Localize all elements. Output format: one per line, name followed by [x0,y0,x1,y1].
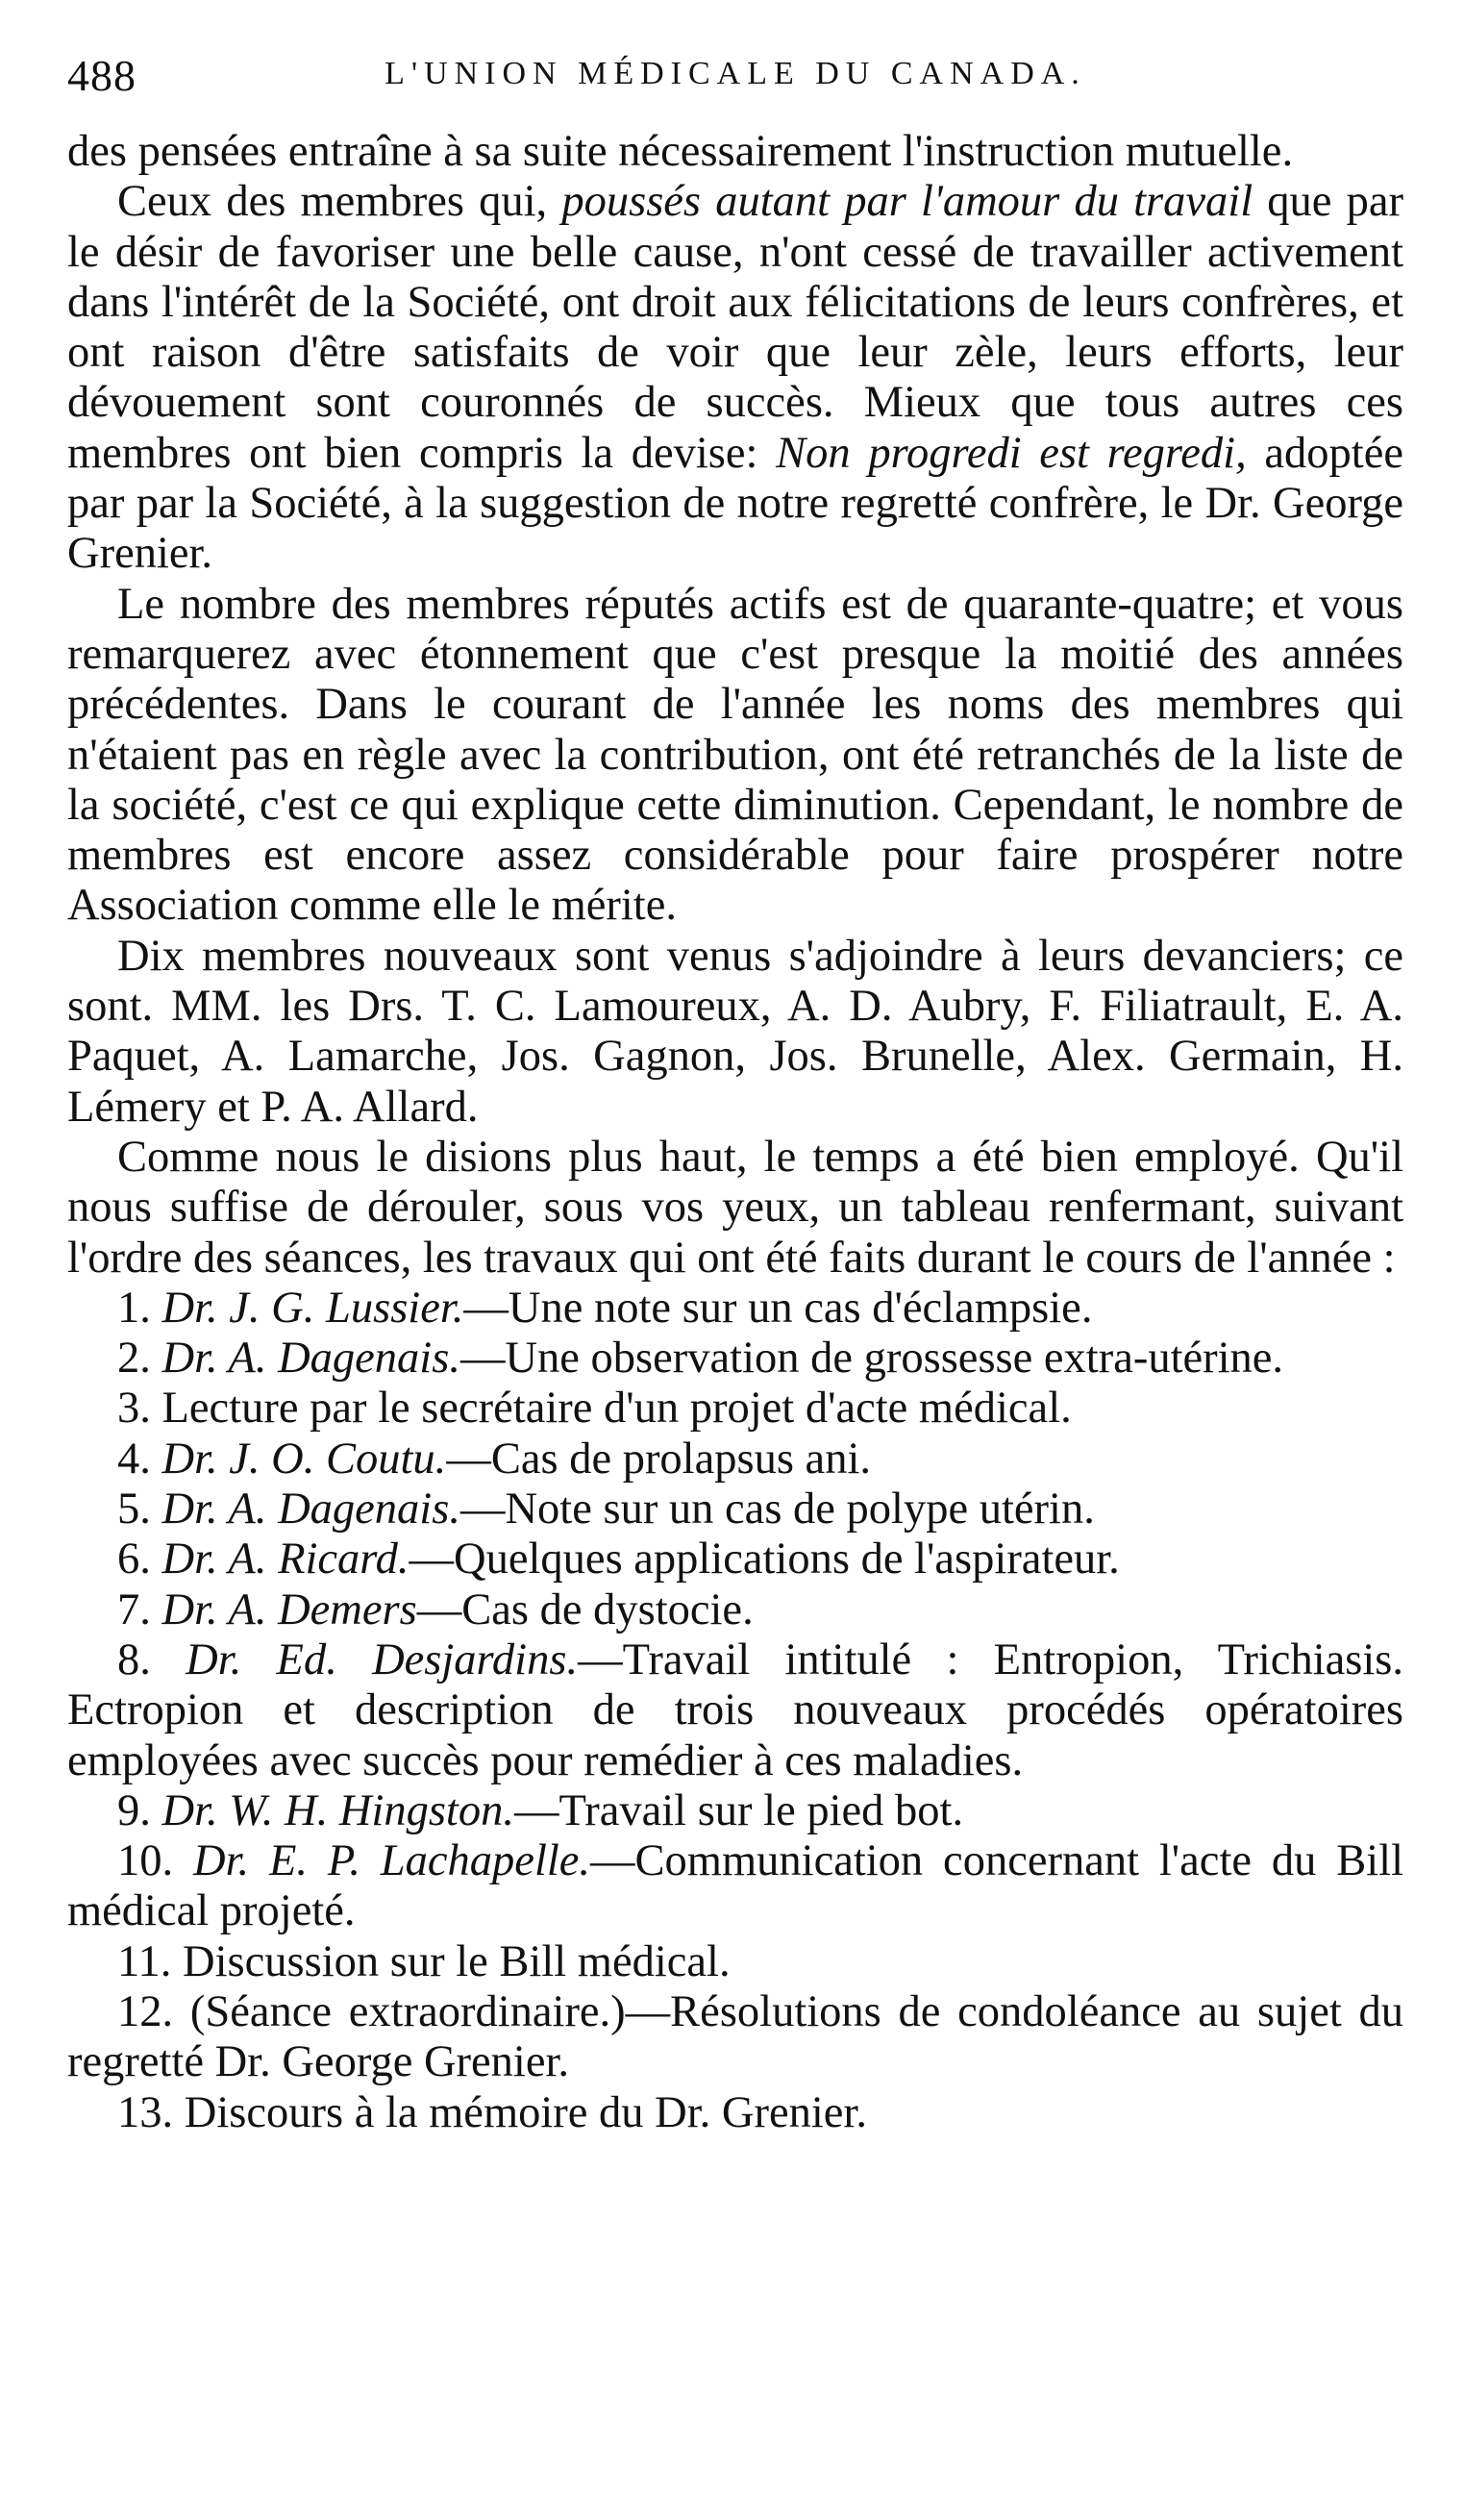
item-number: 8. [117,1634,151,1684]
item-number: 9. [117,1785,151,1835]
item-author: Dr. A. Dagenais. [161,1334,460,1384]
paragraph-text: adoptée par par la Société, à la suggestion de notre regretté confrère, le Dr. George Grenier. [67,428,1403,579]
list-item [67,1284,1403,1334]
item-text: —Quelques applications de l'aspirateur. [409,1534,1120,1584]
document-page [67,50,1403,2138]
item-number: 10. [117,1836,174,1886]
item-text: Lecture par le secrétaire d'un projet d'acte médical. [161,1384,1072,1434]
item-number: 4. [117,1434,151,1484]
item-text: —Travail sur le pied bot. [513,1785,964,1835]
list-item [67,1987,1403,2088]
item-number: 2. [117,1334,151,1384]
paragraph-membres-actifs [67,177,1403,579]
list-item [67,1585,1403,1635]
paragraph-nouveaux-membres: Dix membres nouveaux sont venus s'adjoindre à leurs devanciers; ce sont. MM. les Drs. T. C. Lamoureux, A. D. Aubry, F. Filiatrault, E. A. Paquet, A. Lamarche, Jos. Gagnon, Jos. Brunelle, Alex. Germain, H. Lémery et P. A. Allard. [67,931,1403,1132]
list-item [67,1635,1403,1786]
item-number: 7. [117,1584,151,1634]
item-author: Dr. J. O. Coutu. [161,1434,447,1484]
item-text: —Une note sur un cas d'éclampsie. [463,1283,1093,1333]
item-text: (Séance extraordinaire.)—Résolutions de condoléance au sujet du regretté Dr. George Grenier. [67,1986,1404,2087]
works-list [67,1284,1403,2138]
item-text: —Communication concernant l'acte du Bill médical projeté. [67,1836,1404,1936]
item-number: 13. [117,2087,174,2137]
item-author: Dr. E. P. Lachapelle. [193,1836,591,1886]
item-author: Dr. A. Demers [161,1584,417,1634]
paragraph-text: que par le désir de favoriser une belle cause, n'ont cessé de travailler activement dans l'intérêt de la Société, ont droit aux félicitations de leurs confrères, et ont raison d'être satisfaits de voir que leur zèle, leurs efforts, leur dévouement sont couronnés de succès. Mieux que tous autres ces membres ont bien compris la devise: [67,177,1403,478]
item-text: —Cas de dystocie. [416,1584,754,1634]
list-item [67,1435,1403,1485]
paragraph-nombre-membres: Le nombre des membres réputés actifs est de quarante-quatre; et vous remarquerez avec étonnement que c'est presque la moitié des années précédentes. Dans le courant de l'année les noms des membres qui n'étaient pas en règle avec la contribution, ont été retranchés de la liste de la société, c'est ce qui explique cette diminution. Cependant, le nombre de membres est encore assez considérable pour faire prospérer notre Association comme elle le mérite. [67,579,1403,931]
item-number: 11. [117,1936,172,1986]
list-item [67,1836,1403,1937]
item-text: —Cas de prolapsus ani. [446,1434,871,1484]
list-item [67,2088,1403,2138]
item-text: —Note sur un cas de polype utérin. [459,1485,1095,1534]
item-text: —Une observation de grossesse extra-utérine. [459,1334,1284,1384]
journal-title: L'UNION MÉDICALE DU CANADA. [385,56,1086,91]
item-author: Dr. A. Dagenais. [161,1485,460,1534]
list-item [67,1384,1403,1434]
item-number: 5. [117,1485,151,1534]
running-head [67,50,1403,127]
item-author: Dr. J. G. Lussier. [161,1283,464,1333]
item-text: Discussion sur le Bill médical. [183,1936,731,1986]
item-number: 3. [117,1384,151,1434]
italic-phrase: poussés autant par l'amour du travail [561,177,1253,227]
item-text: Discours à la mémoire du Dr. Grenier. [184,2087,867,2137]
list-item [67,1786,1403,1836]
page-number: 488 [67,51,136,100]
paragraph-continuation: des pensées entraîne à sa suite nécessairement l'instruction mutuelle. [67,127,1294,176]
item-author: Dr. Ed. Desjardins. [186,1634,579,1684]
item-author: Dr. W. H. Hingston. [161,1785,514,1835]
item-number: 12. [117,1986,174,2036]
list-item [67,1534,1403,1584]
list-item [67,1485,1403,1534]
item-number: 1. [117,1283,151,1333]
paragraph-text: Ceux des membres qui, [117,177,562,227]
paragraph-tableau-intro: Comme nous le disions plus haut, le temps a été bien employé. Qu'il nous suffise de dérouler, sous vos yeux, un tableau renfermant, suivant l'ordre des séances, les travaux qui ont été faits durant le cours de l'année : [67,1132,1403,1283]
item-author: Dr. A. Ricard. [161,1534,409,1584]
body-text [67,127,1403,2138]
item-number: 6. [117,1534,151,1584]
list-item [67,1334,1403,1384]
society-motto: Non progredi est regredi, [776,428,1247,478]
item-text: —Travail intitulé : Entropion, Trichiasis. Ectropion et description de trois nouveaux procédés opératoires employées avec succès pour remédier à ces maladies. [67,1634,1403,1785]
list-item [67,1937,1403,1987]
